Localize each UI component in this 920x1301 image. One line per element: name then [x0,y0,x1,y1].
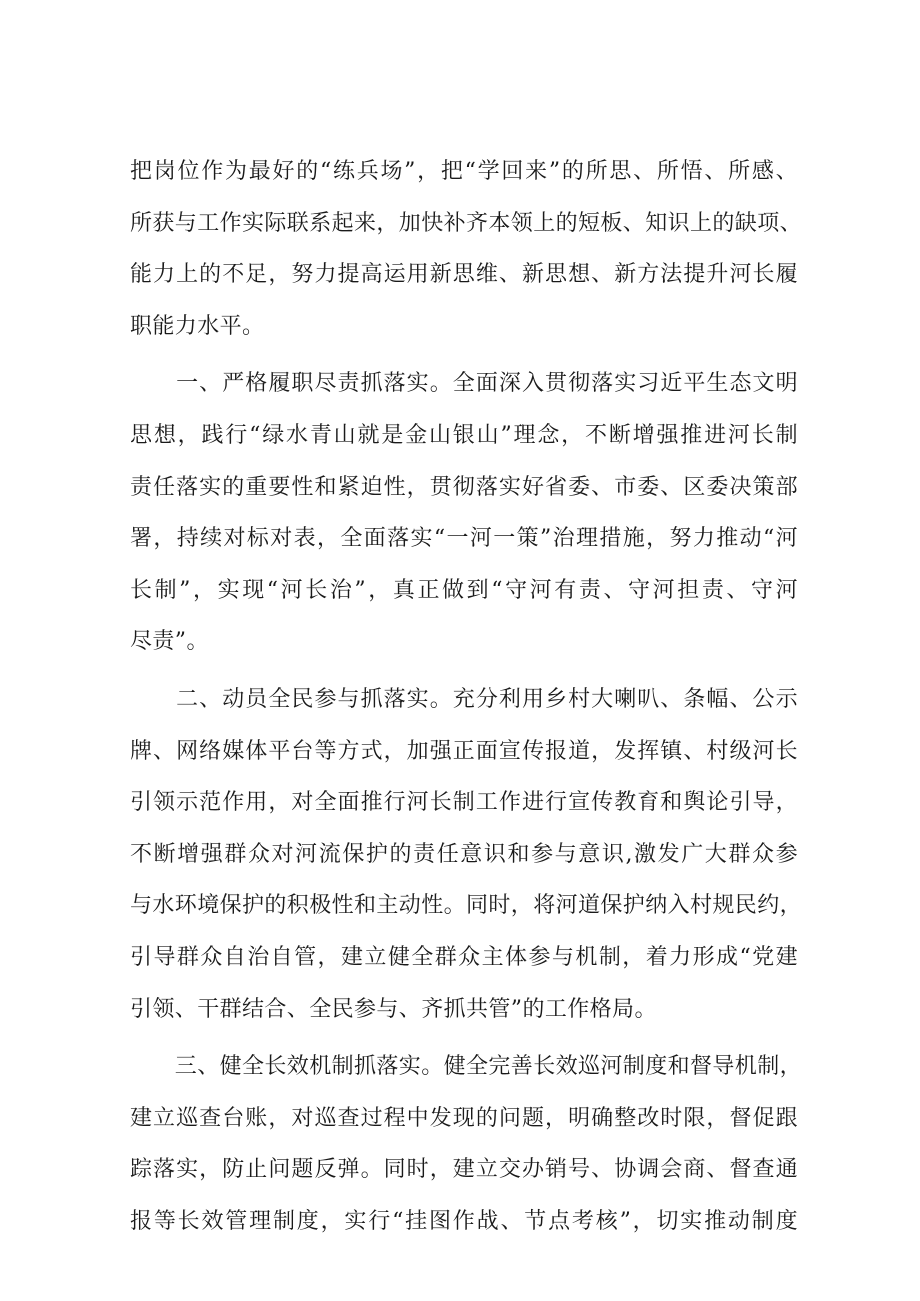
text-line: 引领、干群结合、全民参与、齐抓共管”的工作格局。 [130,996,657,1022]
paragraph-section-3 [130,1041,803,1247]
text-line: 牌、网络媒体平台等方式，加强正面宣传报道，发挥镇、村级河长 [130,738,798,764]
text-line: 建立巡查台账，对巡查过程中发现的问题，明确整改时限，督促跟 [130,1105,798,1131]
document-body [130,146,803,1247]
text-line: 踪落实，防止问题反弹。同时，建立交办销号、协调会商、督查通 [130,1157,798,1183]
text-line: 思想，践行“绿水青山就是金山银山”理念，不断增强推进河长制 [130,422,798,448]
text-line: 能力上的不足，努力提高运用新思维、新思想、新方法提升河长履 [130,262,798,288]
text-line: 把岗位作为最好的“练兵场”，把“学回来”的所思、所悟、所感、 [130,159,798,184]
text-line: 责任落实的重要性和紧迫性，贯彻落实好省委、市委、区委决策部 [130,474,798,500]
text-line: 一、严格履职尽责抓落实。全面深入贯彻落实习近平生态文明 [130,371,798,397]
text-line: 引导群众自治自管，建立健全群众主体参与机制，着力形成“党建 [130,944,798,970]
paragraph-section-1 [130,358,798,668]
text-line: 所获与工作实际联系起来，加快补齐本领上的短板、知识上的缺项、 [130,210,803,236]
text-line: 职能力水平。 [130,313,265,339]
text-line: 二、动员全民参与抓落实。充分利用乡村大喇叭、条幅、公示 [130,686,798,712]
text-line: 引领示范作用，对全面推行河长制工作进行宣传教育和舆论引导， [130,790,798,816]
text-line: 尽责”。 [130,629,209,655]
text-line: 与水环境保护的积极性和主动性。同时，将河道保护纳入村规民约， [130,893,803,919]
paragraph-continuation [130,146,803,352]
text-line: 署，持续对标对表，全面落实“一河一策”治理措施，努力推动“河 [130,526,798,552]
text-line: 不断增强群众对河流保护的责任意识和参与意识,激发广大群众参 [130,841,798,867]
text-line: 长制”，实现“河长治”，真正做到“守河有责、守河担责、守河 [130,577,798,603]
text-line: 三、健全长效机制抓落实。健全完善长效巡河制度和督导机制， [130,1054,803,1080]
text-line: 报等长效管理制度，实行“挂图作战、节点考核”，切实推动制度 [130,1208,798,1234]
paragraph-section-2 [130,674,803,1035]
